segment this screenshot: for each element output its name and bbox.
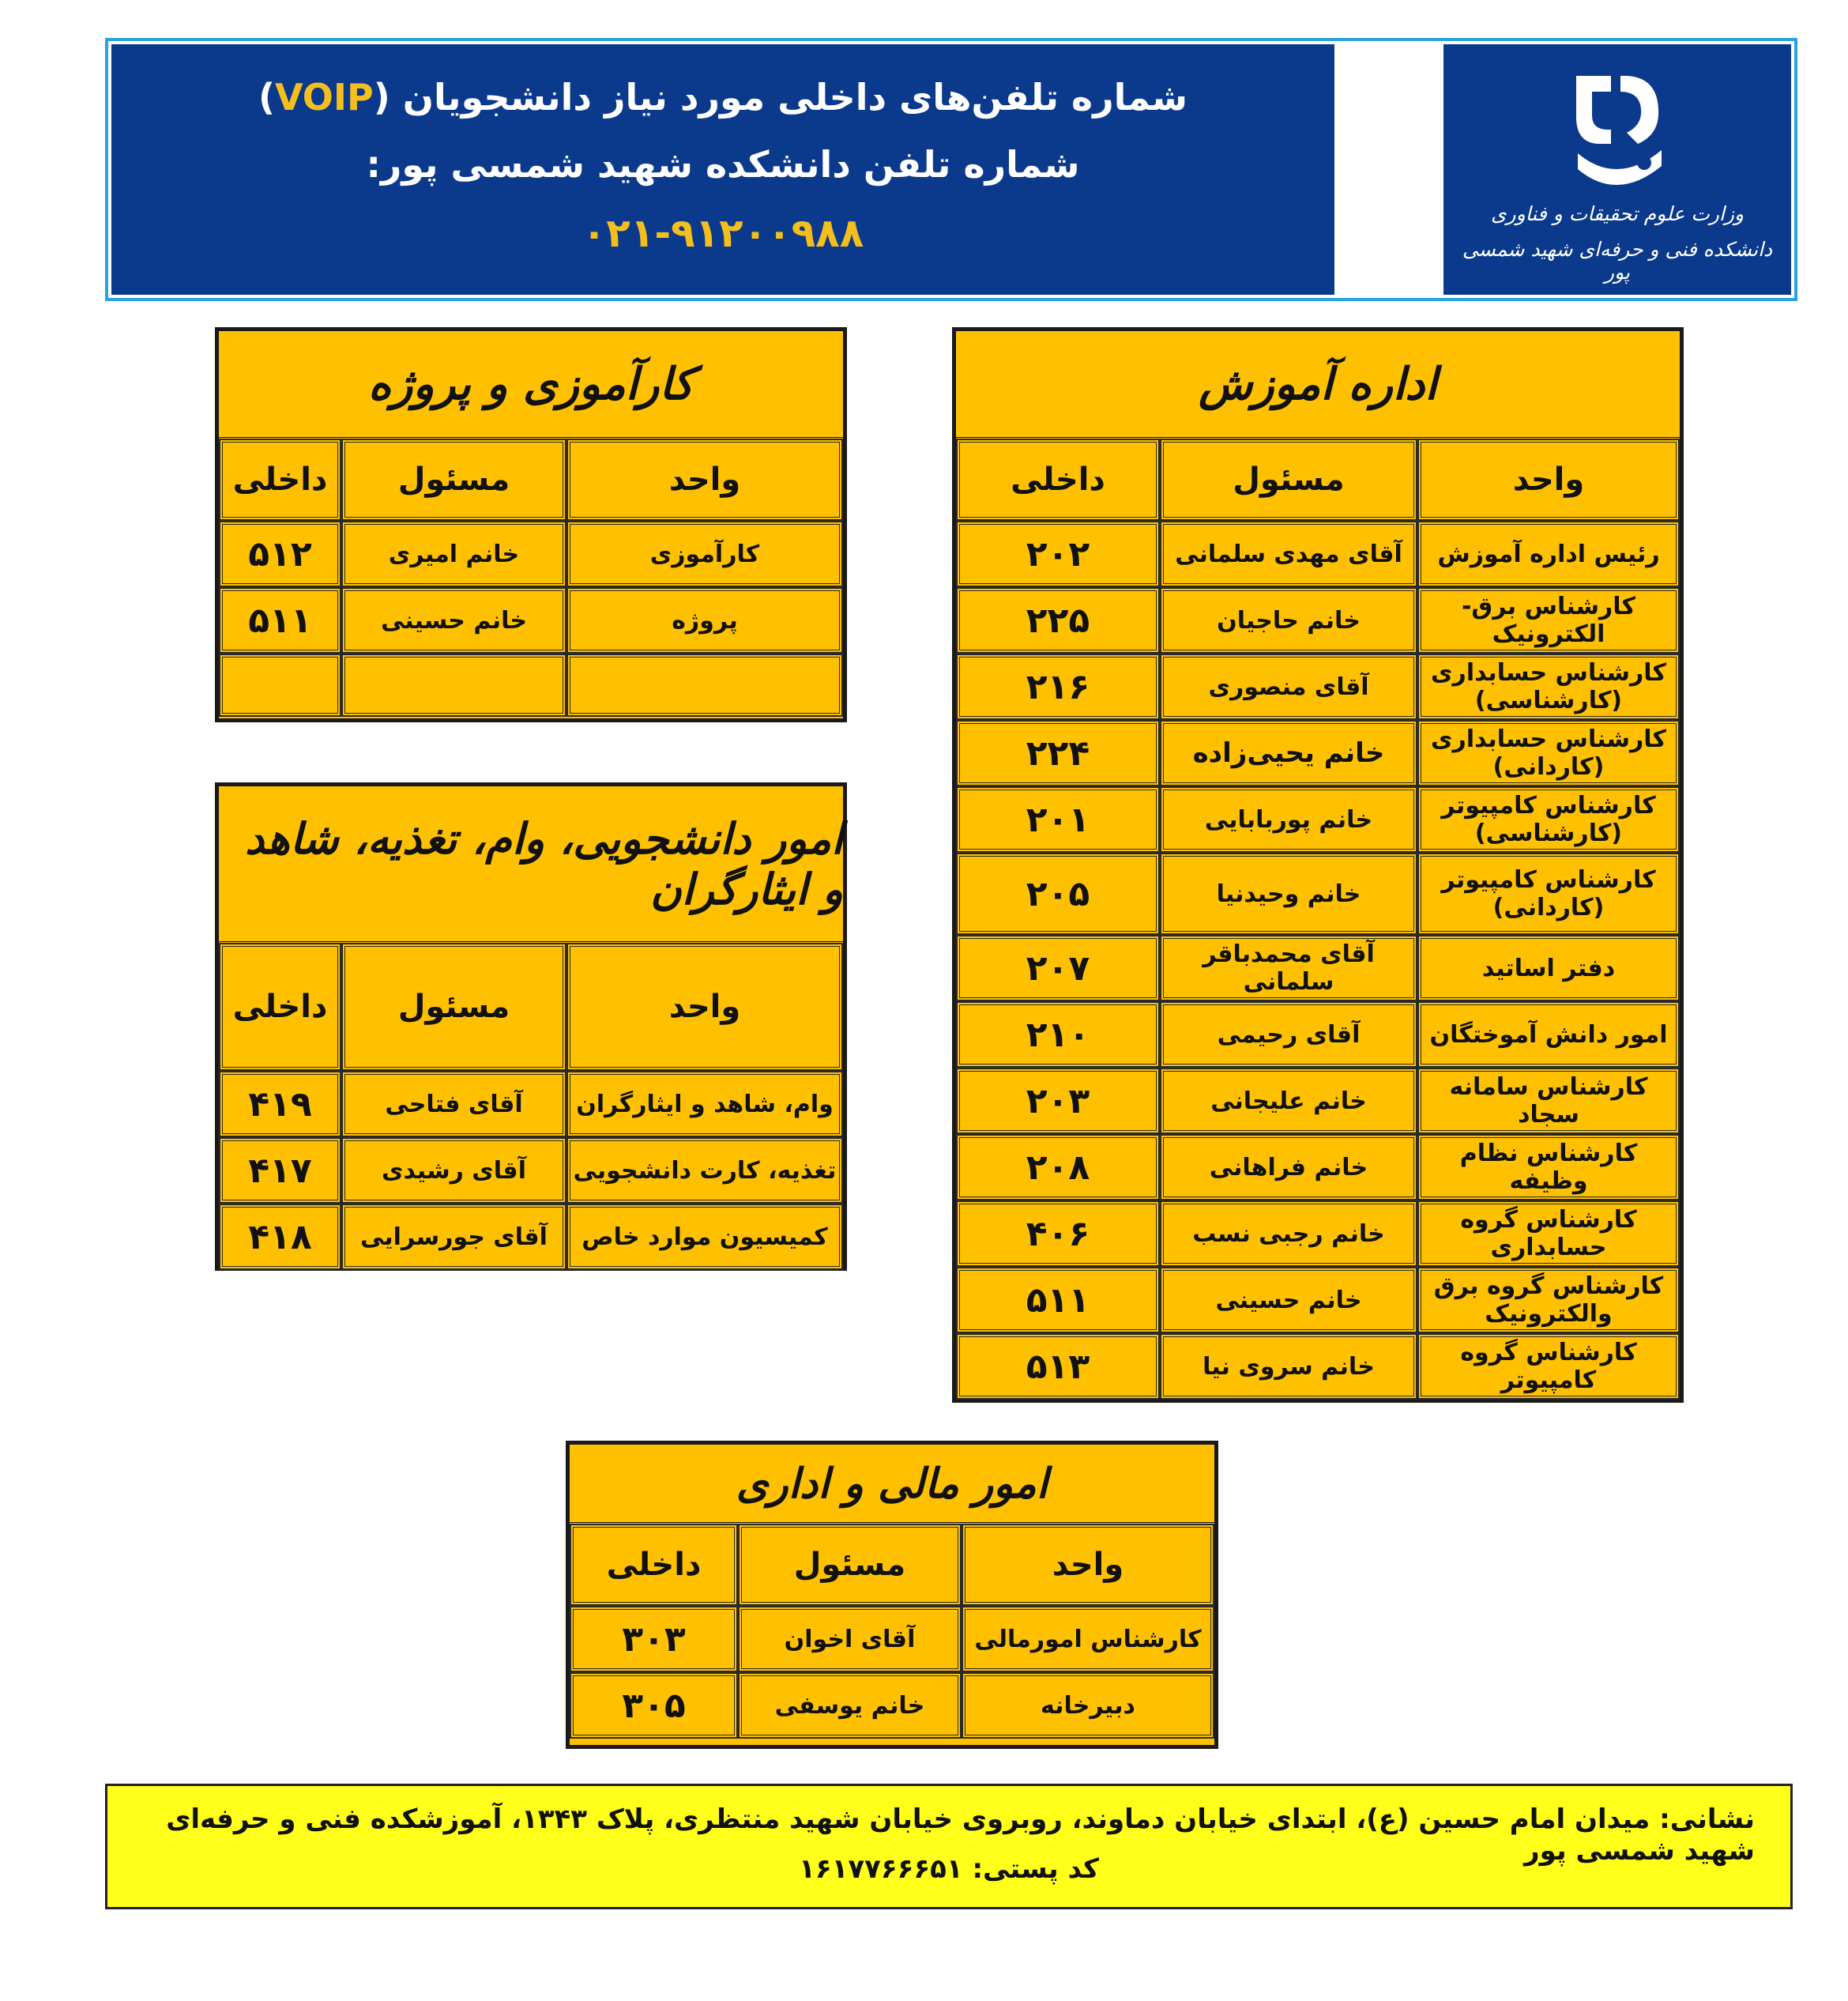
unit-cell: کارشناس کامپیوتر (کاردانی) [1417, 853, 1680, 935]
extension-cell: ۲۱۶ [956, 654, 1160, 720]
person-cell: آقای جورسرایی [341, 1204, 566, 1270]
table-row [956, 1200, 1680, 1267]
extension-cell: ۲۰۸ [956, 1134, 1160, 1200]
person-cell: خانم وحیدنیا [1160, 853, 1417, 935]
header-title-panel [111, 44, 1334, 295]
person-cell: آقای رحیمی [1160, 1001, 1417, 1068]
table-title: امور مالی و اداری [570, 1445, 1214, 1525]
unit-cell: پروژه [566, 587, 843, 654]
unit-cell: وام، شاهد و ایثارگران [566, 1071, 843, 1137]
unit-cell: کارشناس گروه برق والکترونیک [1417, 1267, 1680, 1333]
table-row [956, 1333, 1680, 1400]
column-header-person: مسئول [1160, 439, 1417, 521]
unit-cell: رئیس اداره آموزش [1417, 521, 1680, 587]
person-cell: خانم حسینی [341, 587, 566, 654]
person-cell: خانم پوربابایی [1160, 786, 1417, 853]
table-header-row [219, 439, 843, 521]
table-row [956, 521, 1680, 587]
column-header-ext: داخلی [570, 1524, 738, 1606]
unit-cell: کارشناس برق-الکترونیک [1417, 587, 1680, 654]
person-cell: آقای مهدی سلمانی [1160, 521, 1417, 587]
table-title: امور دانشجویی، وام، تغذیه، شاهد و ایثارگران [219, 786, 843, 944]
column-header-unit: واحد [566, 943, 843, 1071]
header-banner [105, 38, 1797, 301]
column-header-ext: داخلی [219, 439, 341, 521]
student-affairs-phone-table [219, 943, 843, 1270]
table-row [956, 1068, 1680, 1134]
address-text: نشانی: میدان امام حسین (ع)، ابتدای خیابان دماوند، روبروی خیابان شهید منتظری، پلاک ۱۳۴۳، آموزشکده فنی و حرفه‌ای شهید شمسی پور [166, 1803, 1755, 1867]
postal-code-label: کد پستی: [972, 1853, 1099, 1885]
extension-cell: ۲۰۲ [956, 521, 1160, 587]
table-row [956, 720, 1680, 786]
person-cell: خانم سروی نیا [1160, 1333, 1417, 1400]
table-title: اداره آموزش [956, 331, 1680, 440]
extension-cell: ۲۲۵ [956, 587, 1160, 654]
table-title: کارآموزی و پروژه [219, 331, 843, 440]
column-header-unit: واحد [962, 1524, 1214, 1606]
table-row [570, 1606, 1214, 1672]
table-row [956, 935, 1680, 1001]
table-row [956, 1134, 1680, 1200]
table-row [956, 1001, 1680, 1068]
internship-project-table [215, 327, 847, 722]
unit-cell: کارشناس سامانه سجاد [1417, 1068, 1680, 1134]
table-header-row [570, 1524, 1214, 1606]
person-cell [341, 654, 566, 717]
table-row [956, 1267, 1680, 1333]
unit-cell: کارشناس گروه حسابداری [1417, 1200, 1680, 1267]
extension-cell: ۵۱۲ [219, 521, 341, 587]
unit-cell: دبیرخانه [962, 1672, 1214, 1739]
extension-cell: ۴۰۶ [956, 1200, 1160, 1267]
column-header-person: مسئول [341, 439, 566, 521]
extension-cell [219, 654, 341, 717]
unit-cell [566, 654, 843, 717]
page-subtitle: شماره تلفن دانشکده شهید شمسی پور: [366, 143, 1080, 186]
table-row [219, 1137, 843, 1204]
column-header-unit: واحد [1417, 439, 1680, 521]
person-cell: خانم رجبی نسب [1160, 1200, 1417, 1267]
person-cell: خانم حسینی [1160, 1267, 1417, 1333]
education-phone-table [956, 439, 1680, 1400]
unit-cell: تغذیه، کارت دانشجویی [566, 1137, 843, 1204]
address-footer [105, 1784, 1793, 1909]
person-cell: خانم حاجیان [1160, 587, 1417, 654]
table-row [219, 587, 843, 654]
page-title: شماره تلفن‌های داخلی مورد نیاز دانشجویان (VOIP) [258, 76, 1188, 119]
postal-code-line [107, 1853, 1790, 1885]
table-row [956, 853, 1680, 935]
extension-cell: ۴۱۸ [219, 1204, 341, 1270]
unit-cell: امور دانش آموختگان [1417, 1001, 1680, 1068]
extension-cell: ۵۱۱ [219, 587, 341, 654]
person-cell: آقای فتاحی [341, 1071, 566, 1137]
unit-cell: کارشناس امورمالی [962, 1606, 1214, 1672]
college-name: دانشکده فنی و حرفه‌ای شهید شمسی پور [1462, 238, 1773, 284]
extension-cell: ۲۲۴ [956, 720, 1160, 786]
unit-cell: دفتر اساتید [1417, 935, 1680, 1001]
person-cell: آقای اخوان [738, 1606, 962, 1672]
person-cell: خانم علیجانی [1160, 1068, 1417, 1134]
student-affairs-table [215, 782, 847, 1271]
extension-cell: ۴۱۹ [219, 1071, 341, 1137]
person-cell: آقای رشیدی [341, 1137, 566, 1204]
person-cell: آقای محمدباقر سلمانی [1160, 935, 1417, 1001]
extension-cell: ۳۰۳ [570, 1606, 738, 1672]
extension-cell: ۲۰۷ [956, 935, 1160, 1001]
table-row [219, 654, 843, 717]
extension-cell: ۲۰۱ [956, 786, 1160, 853]
table-row [219, 1071, 843, 1137]
unit-cell: کارشناس نظام وظیفه [1417, 1134, 1680, 1200]
column-header-unit: واحد [566, 439, 843, 521]
logo-panel [1443, 44, 1791, 295]
table-row [956, 786, 1680, 853]
extension-cell: ۴۱۷ [219, 1137, 341, 1204]
column-header-ext: داخلی [956, 439, 1160, 521]
column-header-person: مسئول [738, 1524, 962, 1606]
person-cell: خانم یحیی‌زاده [1160, 720, 1417, 786]
unit-cell: کمیسیون موارد خاص [566, 1204, 843, 1270]
unit-cell: کارشناس کامپیوتر (کارشناسی) [1417, 786, 1680, 853]
unit-cell: کارشناس حسابداری (کارشناسی) [1417, 654, 1680, 720]
person-cell: آقای منصوری [1160, 654, 1417, 720]
table-row [219, 521, 843, 587]
column-header-person: مسئول [341, 943, 566, 1071]
extension-cell: ۲۰۵ [956, 853, 1160, 935]
table-header-row [219, 943, 843, 1071]
finance-admin-table [566, 1441, 1218, 1749]
extension-cell: ۲۰۳ [956, 1068, 1160, 1134]
table-row [570, 1672, 1214, 1739]
table-header-row [956, 439, 1680, 521]
main-phone-number: ۰۲۱-۹۱۲۰۰۹۸۸ [581, 210, 864, 256]
extension-cell: ۳۰۵ [570, 1672, 738, 1739]
column-header-ext: داخلی [219, 943, 341, 1071]
unit-cell: کارآموزی [566, 521, 843, 587]
voip-label: VOIP [275, 76, 374, 119]
person-cell: خانم امیری [341, 521, 566, 587]
table-row [956, 654, 1680, 720]
table-row [956, 587, 1680, 654]
unit-cell: کارشناس حسابداری (کاردانی) [1417, 720, 1680, 786]
unit-cell: کارشناس گروه کامپیوتر [1417, 1333, 1680, 1400]
ministry-name: وزارت علوم تحقیقات و فناوری [1490, 202, 1744, 225]
extension-cell: ۵۱۳ [956, 1333, 1160, 1400]
person-cell: خانم فراهانی [1160, 1134, 1417, 1200]
college-logo-icon [1562, 68, 1673, 198]
table-row [219, 1204, 843, 1270]
postal-code-value: ۱۶۱۷۷۶۶۶۵۱ [799, 1853, 963, 1885]
person-cell: خانم یوسفی [738, 1672, 962, 1739]
finance-phone-table [570, 1524, 1214, 1739]
extension-cell: ۵۱۱ [956, 1267, 1160, 1333]
extension-cell: ۲۱۰ [956, 1001, 1160, 1068]
internship-phone-table [219, 439, 843, 717]
education-office-table [952, 327, 1684, 1403]
